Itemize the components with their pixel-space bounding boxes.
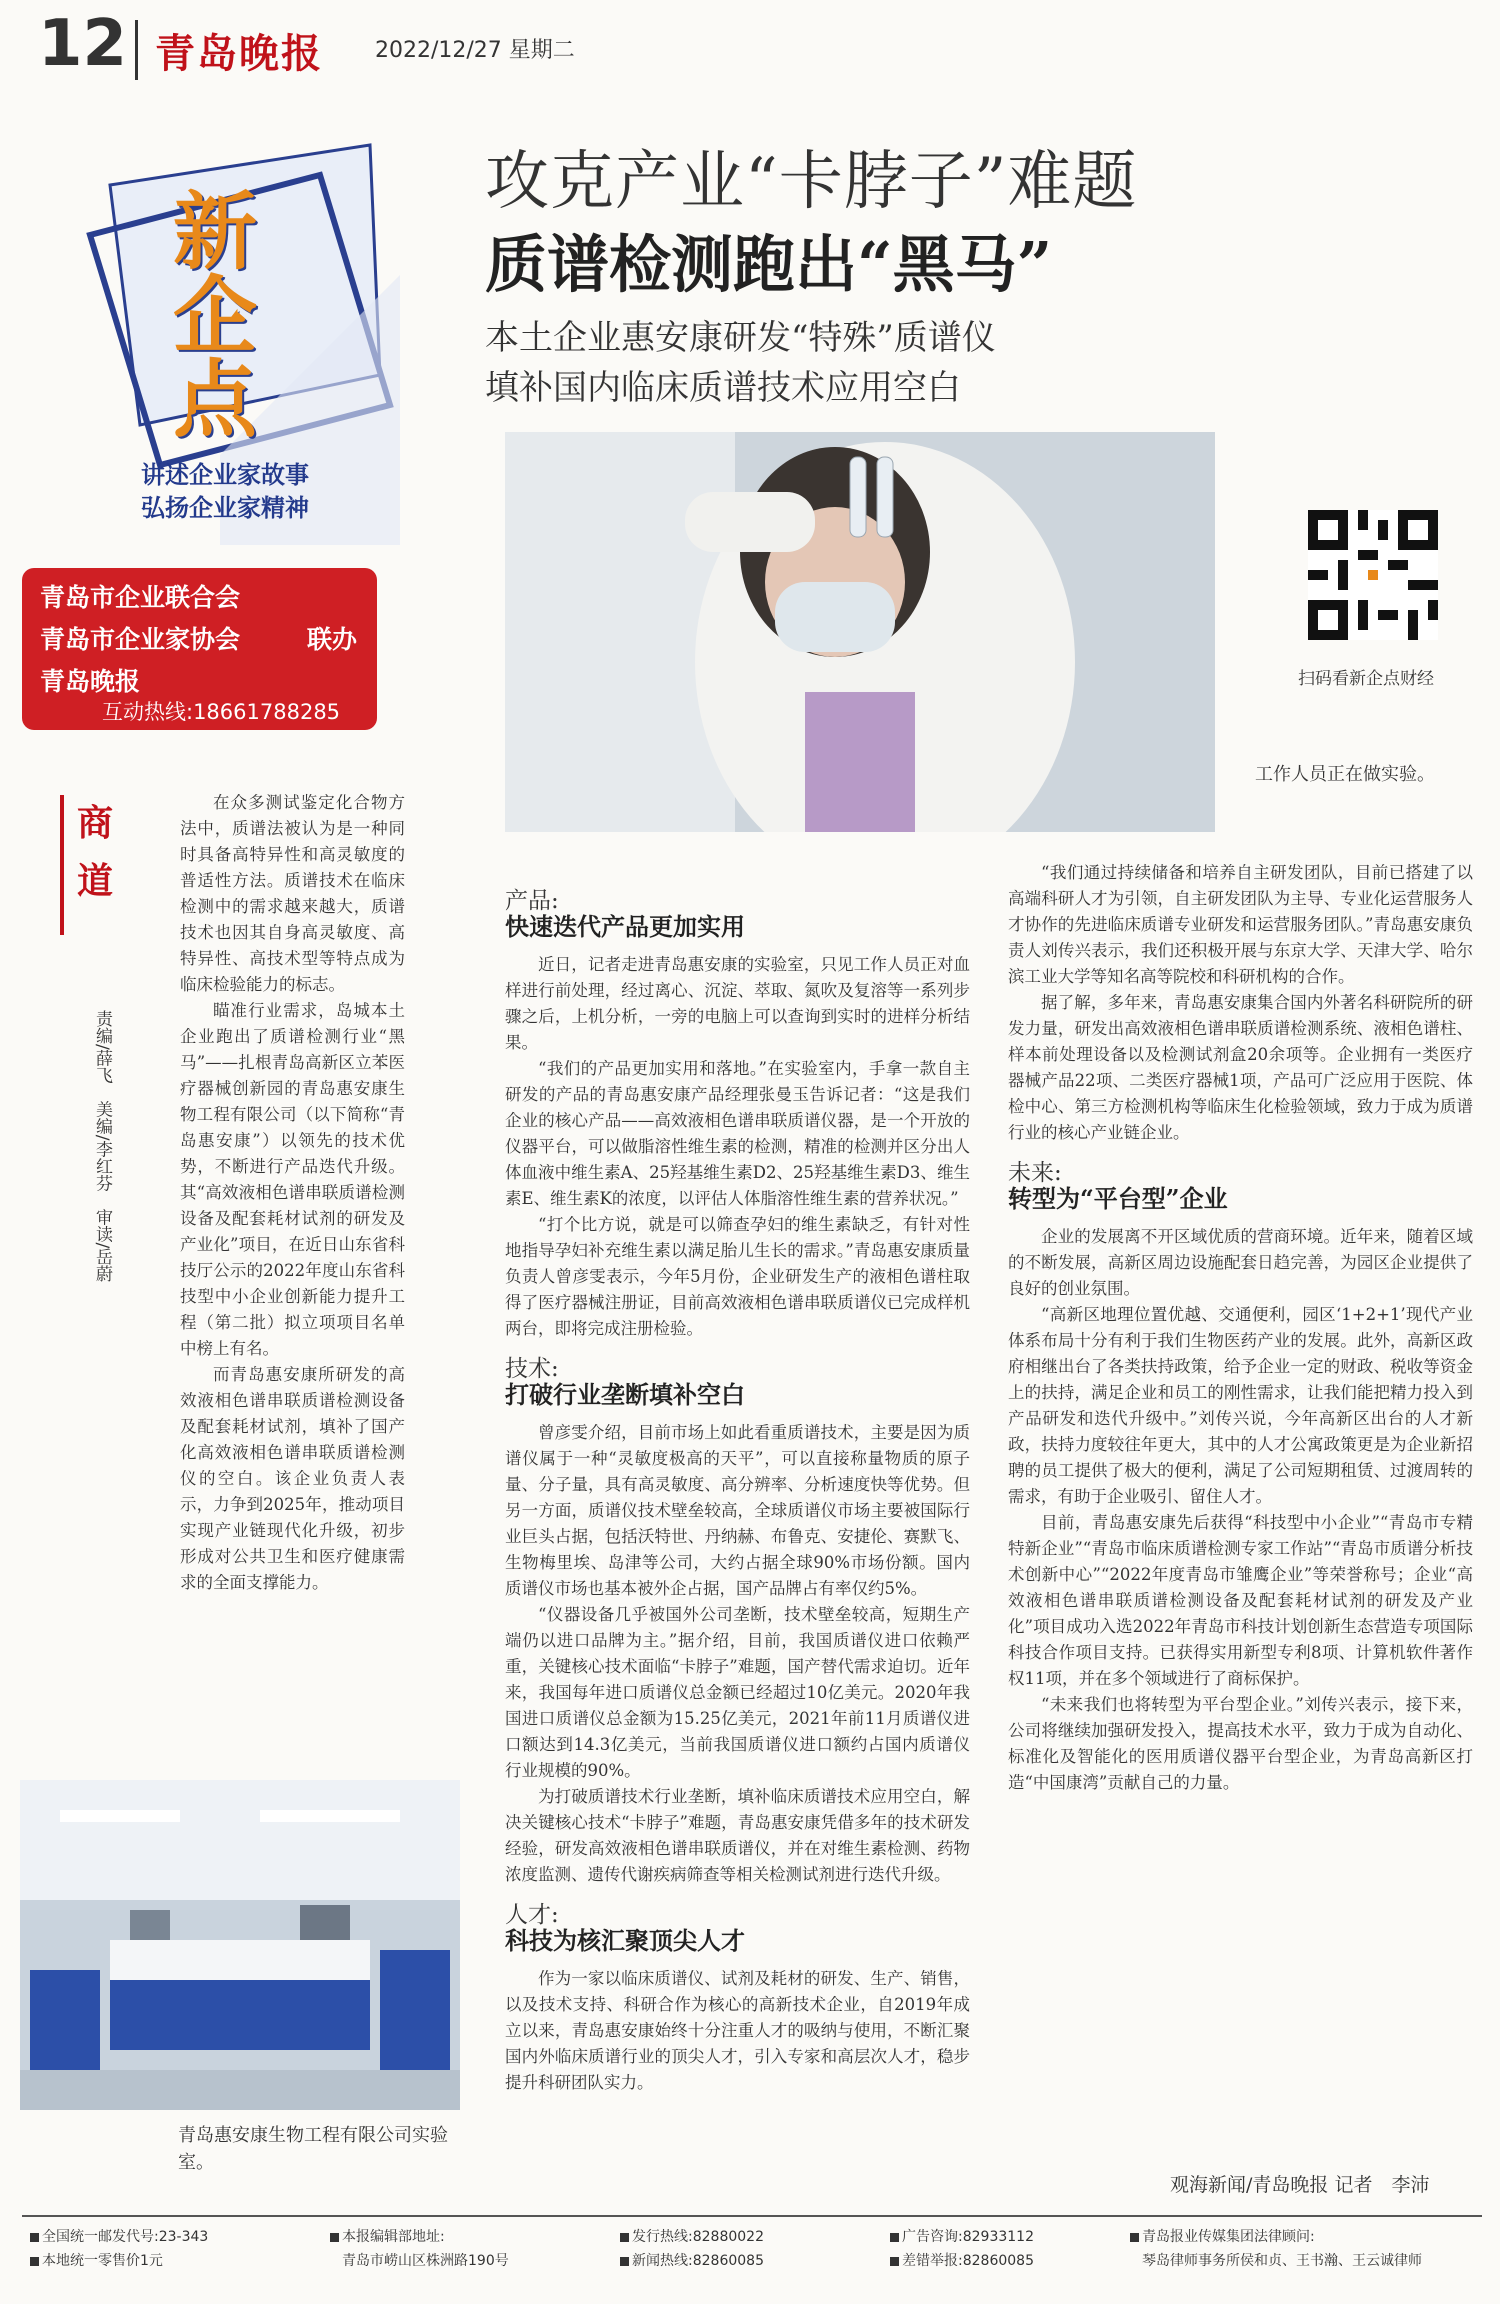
footer-block-1 [30,2225,208,2273]
sponsor-role: 联办 [307,625,358,654]
bullet-icon [330,2233,339,2242]
footer-block-3 [620,2225,764,2273]
paragraph: “仪器设备几乎被国外公司垄断，技术壁垒较高，短期生产端仍以进口品牌为主。”据介绍，目前，我国质谱仪进口依赖严重，关键核心技术面临“卡脖子”难题，国产替代需求迫切。近年来，我国每年进口质谱仪总金额已经超过10亿美元。2020年我国进口质谱仪总金额为15.25亿美元，2021年前11月质谱仪进口额达到14.3亿美元，当前我国质谱仪进口额约占国内质谱仪行业规模的90%。 [505,1605,970,1780]
article-column-middle [505,888,970,2096]
subheadline-1: 本土企业惠安康研发“特殊”质谱仪 [485,318,996,358]
logo-slogan-1: 讲述企业家故事 [141,461,309,489]
page-number: 12 [38,7,128,81]
paragraph: 而青岛惠安康所研发的高效液相色谱串联质谱检测设备及配套耗材试剂，填补了国产化高效液相色谱串联质谱检测仪的空白。该企业负责人表示，力争到2025年，推动项目实现产业链现代化升级，初步形成对公共卫生和医疗健康需求的全面支撑能力。 [180,1365,405,1592]
bullet-icon [620,2233,629,2242]
paragraph: 目前，青岛惠安康先后获得“科技型中小企业”“青岛市专精特新企业”“青岛市临床质谱检测专家工作站”“青岛市质谱分析技术创新中心”“2022年度青岛市雏鹰企业”等荣誉称号；企业“高效液相色谱串联质谱检测设备及配套耗材试剂的研发及产业化”项目成功入选2022年青岛市科技计划创新生态营造专项国际科技合作项目支持。已获得实用新型专利8项、计算机软件著作权11项，并在多个领域进行了商标保护。 [1008,1513,1473,1688]
bullet-icon [890,2257,899,2266]
paragraph: “我们通过持续储备和培养自主研发团队，目前已搭建了以高端科研人才为引领，自主研发团队为主导、专业化运营服务人才协作的先进临床质谱专业研发和运营服务团队。”青岛惠安康负责人刘传兴表示，我们还积极开展与东京大学、天津大学、哈尔滨工业大学等知名高等院校和科研机构的合作。 [1008,863,1473,986]
paragraph: “我们的产品更加实用和落地。”在实验室内，手拿一款自主研发的产品的青岛惠安康产品经理张曼玉告诉记者：“这是我们企业的核心产品——高效液相色谱串联质谱仪器，是一个开放的仪器平台，可以做脂溶性维生素的检测，精准的检测并区分出人体血液中维生素A、25羟基维生素D2、25羟基维生素D3、维生素E、维生素K的浓度，以评估人体脂溶性维生素的营养状况。” [505,1059,970,1208]
column-logo-title: 新企点 [172,183,257,449]
footer-issue-line: 发行热线:82880022 [632,2229,764,2245]
bullet-icon [1130,2233,1139,2242]
side-label-char-2: 道 [76,859,113,902]
newspaper-name: 青岛晚报 [155,30,323,77]
logo-slogan-2: 弘扬企业家精神 [141,494,309,522]
subheadline-2: 填补国内临床质谱技术应用空白 [485,368,961,408]
paragraph: “打个比方说，就是可以筛查孕妇的维生素缺乏，有针对性地指导孕妇补充维生素以满足胎儿生长的需求。”青岛惠安康质量负责人曾彦雯表示，今年5月份，企业研发生产的液相色谱柱取得了医疗器械注册证，目前高效液相色谱串联质谱仪已完成样机两台，即将完成注册检验。 [505,1215,970,1338]
sponsor-box [22,568,377,730]
paragraph: 为打破质谱技术行业垄断，填补临床质谱技术应用空白，解决关键核心技术“卡脖子”难题，青岛惠安康凭借多年的技术研发经验，研发高效液相色谱串联质谱仪，并在对维生素检测、药物浓度监测、遗传代谢疾病筛查等相关检测试剂进行迭代升级。 [505,1787,970,1884]
editor-credits: 责编/薛飞 美编/李红芬 审读/岳蔚 [92,1010,112,1283]
bullet-icon [890,2233,899,2242]
sponsor-org-1: 青岛市企业联合会 [40,583,241,612]
footer-legal-label: 青岛报业传媒集团法律顾问: [1142,2229,1315,2245]
hotline: 互动热线:18661788285 [102,700,341,724]
paragraph: 在众多测试鉴定化合物方法中，质谱法被认为是一种同时具备高特异性和高灵敏度的普适性方法。质谱技术在临床检测中的需求越来越大，质谱技术也因其自身高灵敏度、高特异性、高技术型等特点成为临床检验能力的标志。 [180,793,405,994]
header-divider [135,20,138,80]
paragraph: 企业的发展离不开区域优质的营商环境。近年来，随着区域的不断发展，高新区周边设施配套日趋完善，为园区企业提供了良好的创业氛围。 [1008,1227,1473,1298]
bullet-icon [30,2257,39,2266]
footer-report-line: 差错举报:82860085 [902,2253,1034,2269]
footer-address: 青岛市崂山区株洲路190号 [342,2253,509,2269]
lab-photo-caption: 青岛惠安康生物工程有限公司实验室。 [178,2125,448,2173]
section-title: 打破行业垄断填补空白 [505,1380,745,1409]
paragraph: 瞄准行业需求，岛城本土企业跑出了质谱检测行业“黑马”——扎根青岛高新区立苯医疗器械创新园的青岛惠安康生物工程有限公司（以下简称“青岛惠安康”）以领先的技术优势，不断进行产品迭代升级。其“高效液相色谱串联质谱检测设备及配套耗材试剂的研发及产业化”项目，在近日山东省科技厅公示的2022年度山东省科技型中小企业创新能力提升工程（第二批）拟立项项目名单中榜上有名。 [180,1001,405,1358]
sponsor-org-3: 青岛晚报 [40,667,141,696]
paragraph: 曾彦雯介绍，目前市场上如此看重质谱技术，主要是因为质谱仪属于一种“灵敏度极高的天平”，可以直接称量物质的原子量、分子量，具有高灵敏度、高分辨率、分析速度快等优势。但另一方面，质谱仪技术壁垒较高，全球质谱仪市场主要被国际行业巨头占据，包括沃特世、丹纳赫、布鲁克、安捷伦、赛默飞、生物梅里埃、岛津等公司，大约占据全球90%市场份额。国内质谱仪市场也基本被外企占据，国产品牌占有率仅约5%。 [505,1423,970,1598]
sponsor-org-2: 青岛市企业家协会 [40,625,241,654]
bullet-icon [620,2257,629,2266]
bullet-icon [30,2233,39,2242]
side-label-char-1: 商 [76,802,113,844]
paragraph: “未来我们也将转型为平台型企业。”刘传兴表示，接下来，公司将继续加强研发投入，提高技术水平，致力于成为自动化、标准化及智能化的医用质谱仪器平台型企业，为青岛高新区打造“中国康湾”贡献自己的力量。 [1008,1695,1473,1792]
paragraph: “高新区地理位置优越、交通便利，园区‘1+2+1’现代产业体系布局十分有利于我们生物医药产业的发展。此外，高新区政府相继出台了各类扶持政策，给予企业一定的财政、税收等资金上的扶持，满足企业和员工的刚性需求，让我们能把精力投入到产品研发和迭代升级中。”刘传兴说，今年高新区出台的人才新政，扶持力度较往年更大，其中的人才公寓政策更是为企业新招聘的员工提供了极大的便利，满足了公司短期租赁、过渡周转的需求，有助于企业吸引、留住人才。 [1008,1305,1473,1506]
section-kicker: 人才: [505,1902,559,1928]
section-kicker: 未来: [1008,1160,1062,1186]
issue-date: 2022/12/27 星期二 [375,38,575,63]
byline: 观海新闻/青岛晚报 记者 李沛 [1170,2174,1430,2196]
lab-photo [20,1780,460,2110]
footer-address-label: 本报编辑部地址: [342,2229,445,2245]
paragraph: 近日，记者走进青岛惠安康的实验室，只见工作人员正对血样进行前处理，经过离心、沉淀、萃取、氮吹及复溶等一系列步骤之后，上机分析，一旁的电脑上可以查询到实时的进样分析结果。 [505,955,970,1052]
footer-price: 本地统一零售价1元 [42,2253,163,2269]
main-photo [505,432,1215,832]
section-kicker: 技术: [505,1356,559,1382]
headline-line-2: 质谱检测跑出“黑马” [485,228,1053,301]
footer-news-line: 新闻热线:82860085 [632,2253,764,2269]
qr-code-icon [1308,510,1438,640]
footer-legal: 琴岛律师事务所侯和贞、王书瀚、王云诚律师 [1142,2253,1422,2269]
footer-ad-line: 广告咨询:82933112 [902,2229,1034,2245]
section-kicker: 产品: [505,888,559,914]
footer-block-2 [330,2225,509,2273]
side-column-label [60,795,126,935]
qr-caption: 扫码看新企点财经 [1298,669,1434,689]
footer-block-5 [1130,2225,1422,2273]
footer-divider [22,2215,1482,2217]
footer-block-4 [890,2225,1034,2273]
paragraph: 作为一家以临床质谱仪、试剂及耗材的研发、生产、销售，以及技术支持、科研合作为核心的高新技术企业，自2019年成立以来，青岛惠安康始终十分注重人才的吸纳与使用，不断汇聚国内外临床质谱行业的顶尖人才，引入专家和高层次人才，稳步提升科研团队实力。 [505,1969,970,2092]
paragraph: 据了解，多年来，青岛惠安康集合国内外著名科研院所的研发力量，研发出高效液相色谱串联质谱检测系统、液相色谱柱、样本前处理设备以及检测试剂盒20余项等。企业拥有一类医疗器械产品22项、二类医疗器械1项，产品可广泛应用于医院、体检中心、第三方检测机构等临床生化检验领域，致力于成为质谱行业的核心产业链企业。 [1008,993,1473,1142]
headline-line-1: 攻克产业“卡脖子”难题 [485,145,1138,219]
section-title: 科技为核汇聚顶尖人才 [505,1926,745,1955]
section-title: 快速迭代产品更加实用 [505,912,745,941]
article-column-right [1008,860,1473,1796]
footer-postal: 全国统一邮发代号:23-343 [42,2229,209,2245]
main-photo-caption: 工作人员正在做实验。 [1255,764,1435,785]
section-title: 转型为“平台型”企业 [1008,1184,1228,1213]
side-column-text [180,790,405,1596]
